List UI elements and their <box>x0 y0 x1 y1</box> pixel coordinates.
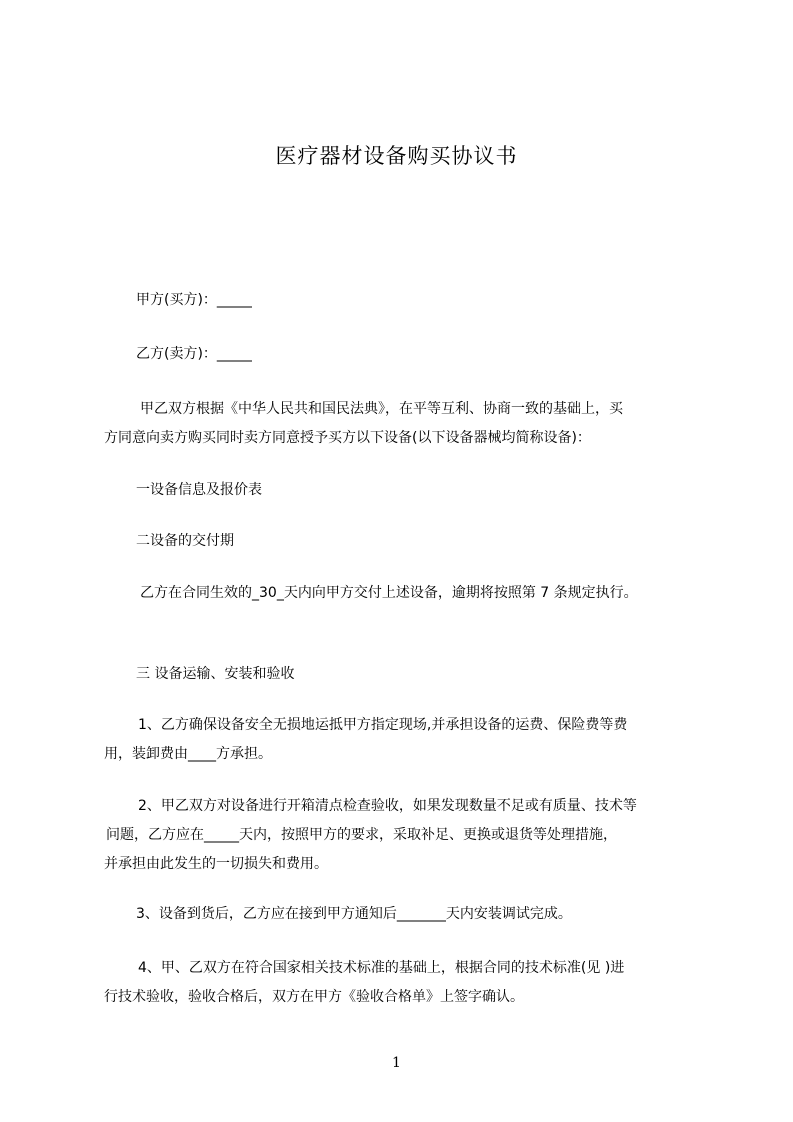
clause-2-line-2: 问题，乙方应在_____天内，按照甲方的要求，采取补足、更换或退货等处理措施， <box>106 827 617 843</box>
intro-paragraph <box>104 395 704 453</box>
party-b-line: 乙方(卖方)：_____ <box>136 346 252 362</box>
clause-3: 3、设备到货后，乙方应在接到甲方通知后_______天内安装调试完成。 <box>136 906 572 922</box>
clause-2-line-3: 并承担由此发生的一切损失和费用。 <box>104 856 328 872</box>
clause-4-line-2: 行技术验收，验收合格后，双方在甲方《验收合格单》上签字确认。 <box>104 989 524 1005</box>
party-a-line: 甲方(买方)：_____ <box>136 292 252 308</box>
intro-line-1: 甲乙双方根据《中华人民共和国民法典》，在平等互利、协商一致的基础上，买 <box>140 401 623 417</box>
clause-4-line-1: 4、甲、乙双方在符合国家相关技术标准的基础上，根据合同的技术标准(见 )进 <box>138 960 625 976</box>
intro-line-2: 方同意向卖方购买同时卖方同意授予买方以下设备(以下设备器械均简称设备)： <box>104 430 591 446</box>
section-heading-2: 二设备的交付期 <box>136 533 234 549</box>
clause-2-line-1: 2、甲乙双方对设备进行开箱清点检查验收，如果发现数量不足或有质量、技术等 <box>138 798 637 814</box>
clause-2 <box>104 792 704 879</box>
clause-1-line-1: 1、乙方确保设备安全无损地运抵甲方指定现场,并承担设备的运费、保险费等费 <box>138 717 628 733</box>
document-title: 医疗器材设备购买协议书 <box>275 144 518 168</box>
page-number: 1 <box>392 1055 401 1071</box>
delivery-paragraph: 乙方在合同生效的_30_天内向甲方交付上述设备，逾期将按照第 7 条规定执行。 <box>140 585 638 601</box>
clause-1 <box>104 711 704 769</box>
section-heading-3: 三 设备运输、安装和验收 <box>136 666 295 682</box>
clause-1-line-2: 用，装卸费由____方承担。 <box>104 746 272 762</box>
clause-4 <box>104 954 704 1012</box>
section-heading-1: 一设备信息及报价表 <box>136 482 262 498</box>
